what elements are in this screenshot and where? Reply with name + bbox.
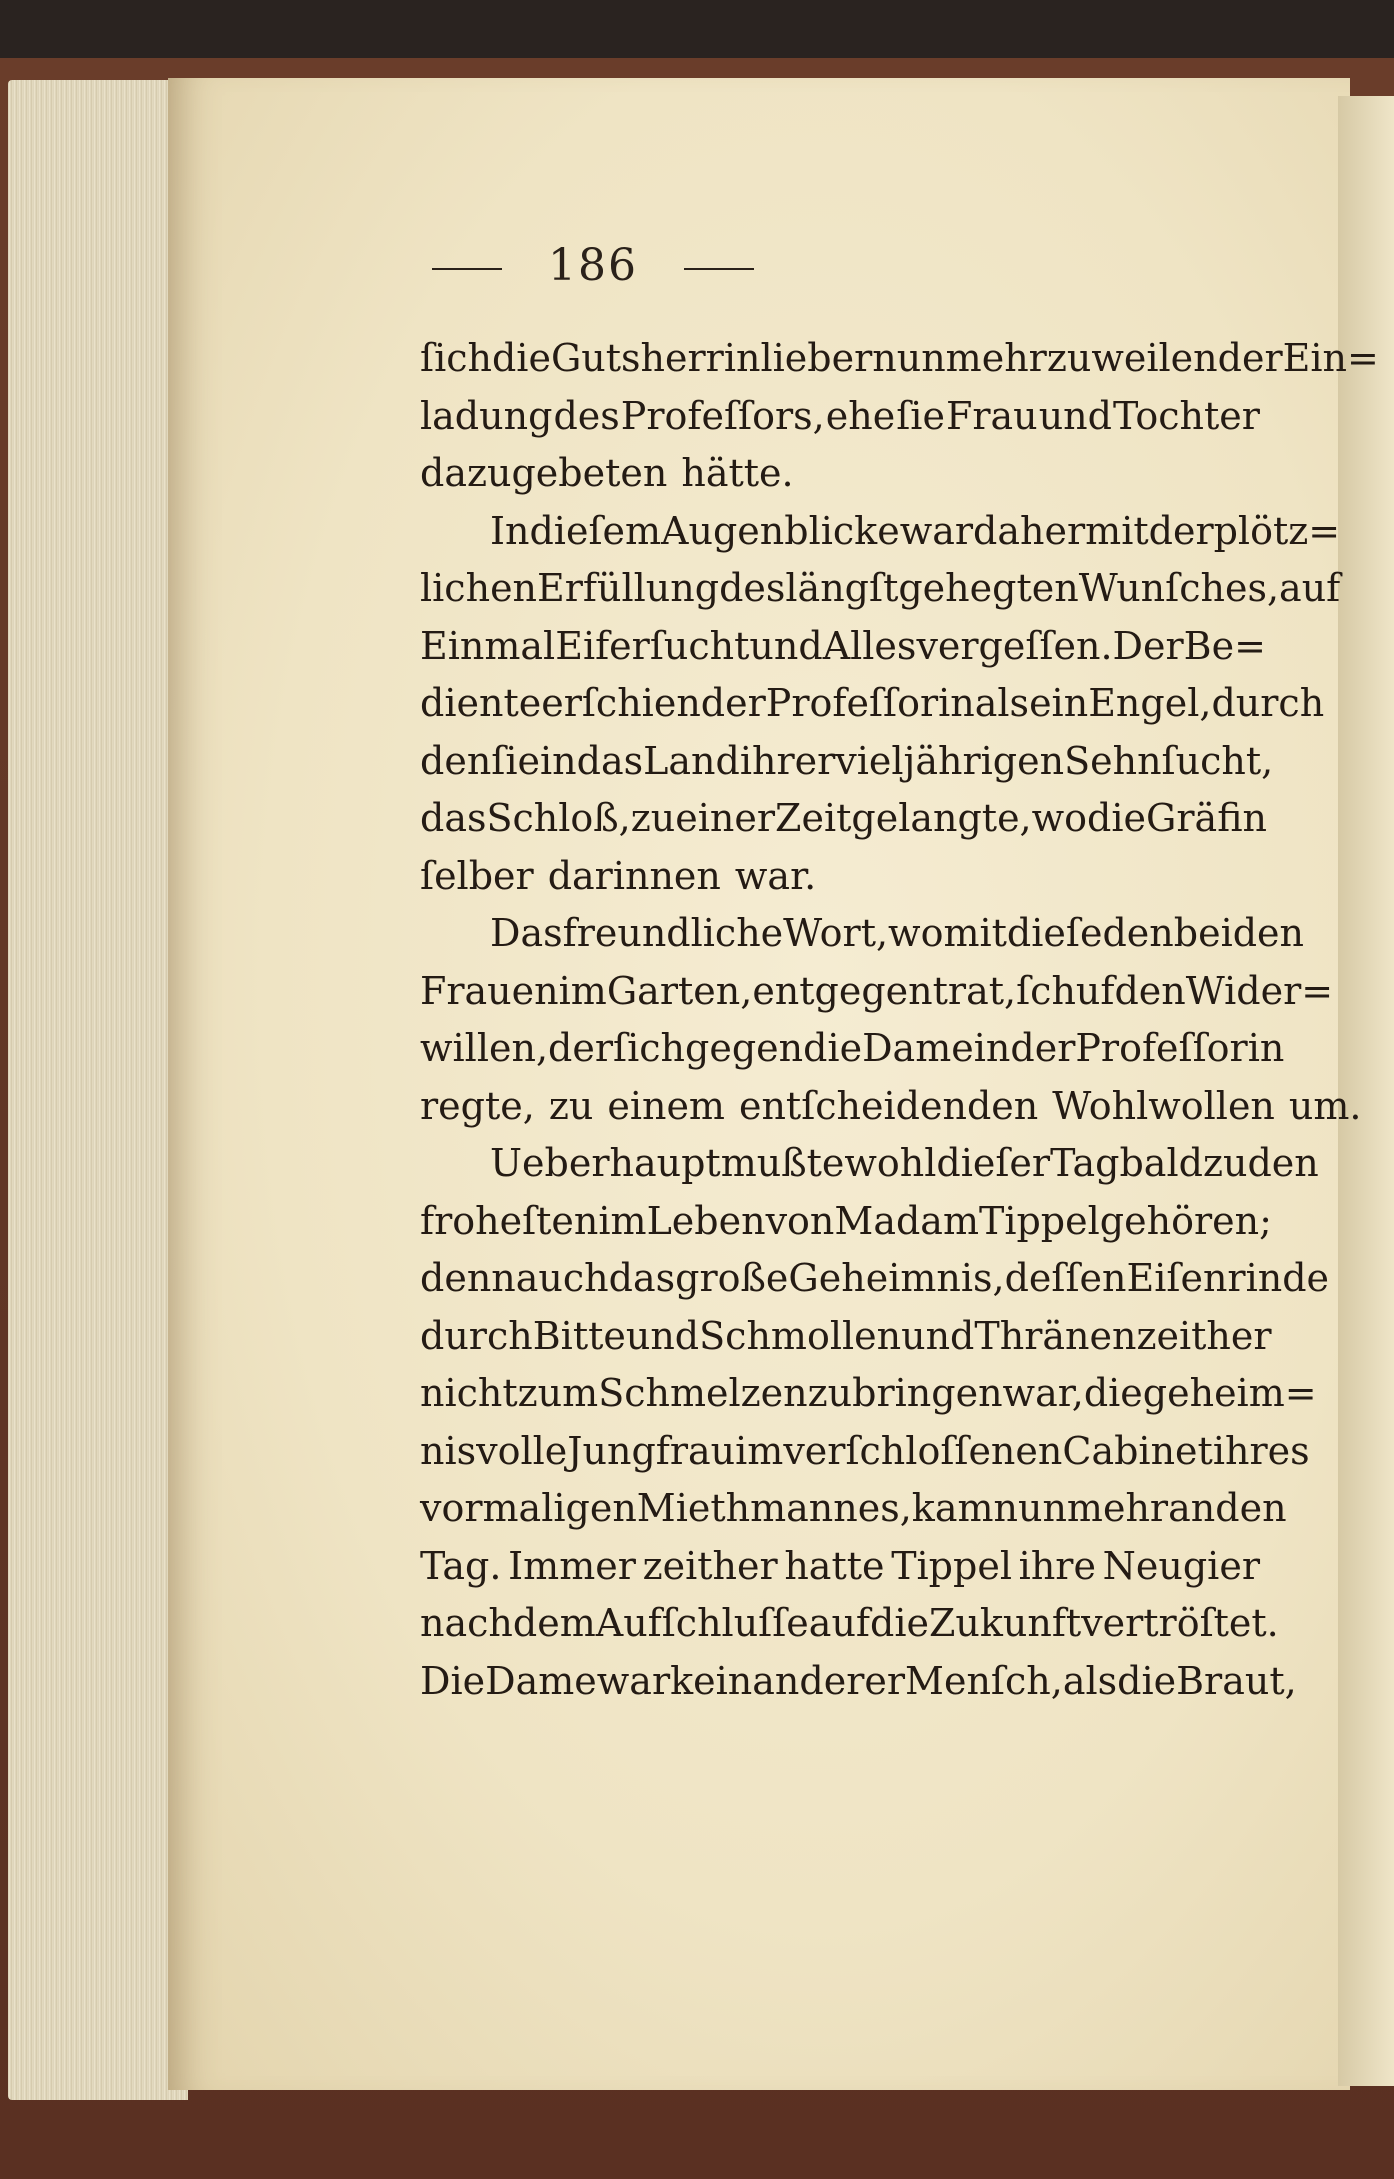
word: Neugier: [1102, 1543, 1260, 1588]
word: Frau: [945, 393, 1038, 438]
word: ein: [1029, 681, 1089, 725]
word: Schloß,: [486, 796, 631, 840]
header-dash-left: [432, 268, 502, 270]
word: deſſen: [1004, 1256, 1127, 1300]
word: hatte: [784, 1543, 885, 1588]
word: Madam: [834, 1198, 979, 1243]
text-line: [420, 848, 1260, 906]
word: zeither: [1136, 1313, 1272, 1358]
word: der: [548, 1026, 614, 1070]
header-dash-right: [684, 268, 754, 270]
word: der: [1217, 336, 1283, 380]
word: und: [625, 1313, 700, 1358]
word: lichen: [420, 566, 538, 610]
word: der: [700, 681, 766, 725]
word: Einmal: [420, 623, 556, 668]
word: kein: [670, 1658, 753, 1703]
word: Wort,: [783, 911, 889, 955]
word: Be=: [1183, 623, 1266, 668]
word: gelangte,: [851, 796, 1032, 840]
word: im: [735, 1428, 784, 1473]
text-line: [420, 1135, 1319, 1193]
word: ehe: [825, 393, 896, 438]
word: im: [558, 968, 607, 1013]
word: die: [1083, 1371, 1143, 1415]
word: die: [1087, 796, 1147, 840]
word: zu: [630, 796, 676, 840]
text-line: [420, 1365, 1317, 1423]
word: Eiferſucht: [555, 623, 750, 668]
word: Ueberhaupt: [490, 1141, 721, 1185]
word: Ein=: [1282, 336, 1379, 380]
text-line: [420, 790, 1268, 848]
text-line: [420, 388, 1260, 446]
text-line: [420, 1480, 1287, 1538]
text-line: [420, 1020, 1285, 1078]
text-line: [420, 560, 1341, 618]
text-line: [420, 675, 1325, 733]
word: der: [1148, 508, 1214, 553]
word: denn: [420, 1256, 516, 1300]
word: Der: [1112, 623, 1184, 668]
word: Dame: [485, 1658, 597, 1703]
word: Jungfrau: [567, 1428, 736, 1473]
word: geheim=: [1142, 1371, 1317, 1415]
word: durch: [1211, 681, 1325, 725]
text-line: [420, 905, 1305, 963]
word: dieſe: [1006, 911, 1103, 955]
word: Eiſenrinde: [1126, 1256, 1330, 1300]
word: ihres: [1212, 1428, 1310, 1473]
word: Miethmannes,: [636, 1486, 912, 1530]
word: nunmehr: [872, 336, 1047, 380]
word: darinnen: [547, 853, 721, 898]
word: in: [973, 1026, 1011, 1070]
word: Wohlwollen: [1052, 1083, 1275, 1128]
word: Tippel: [891, 1543, 1012, 1588]
word: Gräfin: [1146, 796, 1268, 840]
word: Immer: [508, 1543, 636, 1588]
word: als: [1062, 1658, 1118, 1703]
word: Tippel: [978, 1198, 1100, 1243]
word: Cabinet: [1062, 1428, 1213, 1473]
word: zu: [548, 1083, 594, 1128]
text-line: [420, 1653, 1297, 1711]
word: entgegen: [752, 968, 933, 1013]
word: ſie: [491, 738, 541, 783]
word: des: [553, 393, 620, 438]
word: den: [420, 738, 492, 783]
word: bringen: [852, 1371, 1003, 1415]
word: verſchloſſenen: [783, 1428, 1063, 1473]
word: diente: [420, 681, 542, 725]
word: mit: [1085, 508, 1149, 553]
word: die: [1117, 1658, 1177, 1703]
word: im: [598, 1198, 647, 1243]
word: bald: [1119, 1141, 1203, 1185]
word: vertröſtet.: [1081, 1601, 1279, 1645]
word: zum: [517, 1371, 599, 1415]
word: Profeſſorin: [765, 681, 975, 725]
text-line: [420, 963, 1334, 1021]
word: vormaligen: [420, 1486, 637, 1530]
word: plötz=: [1213, 508, 1341, 553]
text-line: [420, 1193, 1272, 1251]
text-line: [420, 330, 1379, 388]
word: zeither: [642, 1543, 778, 1588]
text-line: [420, 1595, 1279, 1653]
word: das: [420, 796, 487, 840]
word: Schmollen: [699, 1313, 902, 1358]
word: ſich: [613, 1026, 685, 1070]
word: Land: [643, 738, 740, 783]
word: trat,: [932, 968, 1017, 1013]
text-line: [420, 445, 1260, 503]
word: große: [675, 1256, 789, 1300]
body-text: [420, 330, 1379, 1710]
word: auch: [515, 1256, 609, 1300]
word: In: [490, 508, 530, 553]
word: Frauen: [420, 968, 559, 1013]
word: daher: [973, 508, 1086, 553]
word: dieſer: [936, 1141, 1051, 1185]
word: Schmelzen: [598, 1371, 808, 1415]
word: willen,: [420, 1026, 549, 1070]
word: Tochter: [1113, 393, 1260, 438]
word: Bitte: [532, 1313, 626, 1358]
word: dieſem: [529, 508, 662, 553]
word: das: [576, 738, 644, 783]
word: womit: [888, 911, 1007, 955]
word: hätte.: [681, 451, 794, 495]
word: Gutsherrin: [550, 336, 761, 380]
text-line: [420, 1538, 1260, 1596]
word: Tag.: [420, 1543, 502, 1588]
word: beiden: [1173, 911, 1305, 955]
word: froheſten: [420, 1198, 599, 1243]
word: die: [803, 1026, 863, 1070]
word: Erfüllung: [537, 566, 720, 610]
word: Braut,: [1176, 1658, 1297, 1703]
word: nunmehr: [993, 1486, 1169, 1530]
word: den: [1215, 1486, 1287, 1530]
word: wohl: [844, 1141, 937, 1185]
word: Thränen: [974, 1313, 1137, 1358]
word: ladung: [420, 393, 553, 438]
word: zu: [807, 1371, 853, 1415]
word: Wunſches,: [1078, 566, 1280, 610]
text-line: [420, 503, 1341, 561]
word: den: [1102, 911, 1174, 955]
text-line: [420, 1250, 1330, 1308]
text-line: [420, 618, 1266, 676]
word: ſchuf: [1016, 968, 1115, 1013]
word: durch: [420, 1313, 533, 1358]
word: der: [1010, 1026, 1076, 1070]
word: als: [974, 681, 1030, 725]
word: Leben: [646, 1198, 766, 1243]
word: Zeit: [775, 796, 852, 840]
word: ſie: [896, 393, 945, 438]
word: freundliche: [562, 911, 784, 955]
word: den: [1114, 968, 1186, 1013]
word: auf: [808, 1601, 870, 1645]
word: nach: [420, 1601, 513, 1645]
word: des: [719, 566, 786, 610]
word: Sehnſucht,: [1064, 738, 1274, 783]
word: wo: [1031, 796, 1088, 840]
word: erſchien: [541, 681, 701, 725]
word: Zukunft: [928, 1601, 1082, 1645]
word: einem: [607, 1083, 725, 1128]
text-line: [420, 733, 1274, 791]
word: vergeſſen.: [916, 623, 1113, 668]
word: längſt: [785, 566, 899, 610]
page-header: [168, 240, 1018, 291]
word: war.: [734, 853, 817, 898]
word: gehören;: [1099, 1198, 1272, 1243]
word: die: [870, 1601, 929, 1645]
word: war: [899, 508, 974, 553]
word: Alles: [822, 623, 917, 668]
word: den: [1247, 1141, 1319, 1185]
word: einer: [675, 796, 776, 840]
word: von: [765, 1198, 835, 1243]
word: gegen: [685, 1026, 804, 1070]
word: nisvolle: [420, 1428, 568, 1473]
word: kam: [911, 1486, 994, 1530]
word: war,: [1002, 1371, 1084, 1415]
word: gehegten: [898, 566, 1079, 610]
word: dem: [512, 1601, 596, 1645]
page-block-edge: [8, 80, 188, 2100]
word: vieljährigen: [835, 738, 1065, 783]
word: ſelber: [420, 853, 534, 898]
word: und: [901, 1313, 975, 1358]
word: entſcheidenden: [738, 1083, 1039, 1128]
word: ihre: [1018, 1543, 1096, 1588]
word: an: [1168, 1486, 1216, 1530]
word: auf: [1279, 566, 1341, 610]
text-line: [420, 1308, 1272, 1366]
word: Aufſchluſſe: [595, 1601, 809, 1645]
word: dazugebeten: [420, 451, 668, 495]
word: nicht: [420, 1371, 518, 1415]
word: zuweilen: [1046, 336, 1218, 380]
word: Profeſſorin: [1075, 1026, 1285, 1070]
text-line: [420, 1423, 1310, 1481]
page-number: 186: [548, 240, 638, 291]
word: regte,: [420, 1083, 535, 1128]
word: Garten,: [606, 968, 753, 1013]
word: Die: [420, 1658, 486, 1703]
word: Tag: [1050, 1141, 1120, 1185]
word: Profeſſors,: [620, 393, 825, 438]
word: Menſch,: [905, 1658, 1063, 1703]
word: die: [491, 336, 551, 380]
word: Geheimnis,: [788, 1256, 1005, 1300]
word: Wider=: [1185, 968, 1334, 1013]
word: lieber: [760, 336, 873, 380]
word: anderer: [752, 1658, 906, 1703]
word: Augenblicke: [661, 508, 900, 553]
word: Dame: [862, 1026, 974, 1070]
word: mußte: [720, 1141, 845, 1185]
word: in: [540, 738, 577, 783]
word: Engel,: [1088, 681, 1212, 725]
word: und: [1038, 393, 1112, 438]
word: war: [596, 1658, 671, 1703]
text-line: [420, 1078, 1362, 1136]
word: ihrer: [739, 738, 836, 783]
word: um.: [1288, 1083, 1362, 1128]
word: das: [608, 1256, 676, 1300]
word: ſich: [420, 336, 492, 380]
word: zu: [1202, 1141, 1248, 1185]
word: und: [749, 623, 823, 668]
word: Das: [490, 911, 563, 955]
